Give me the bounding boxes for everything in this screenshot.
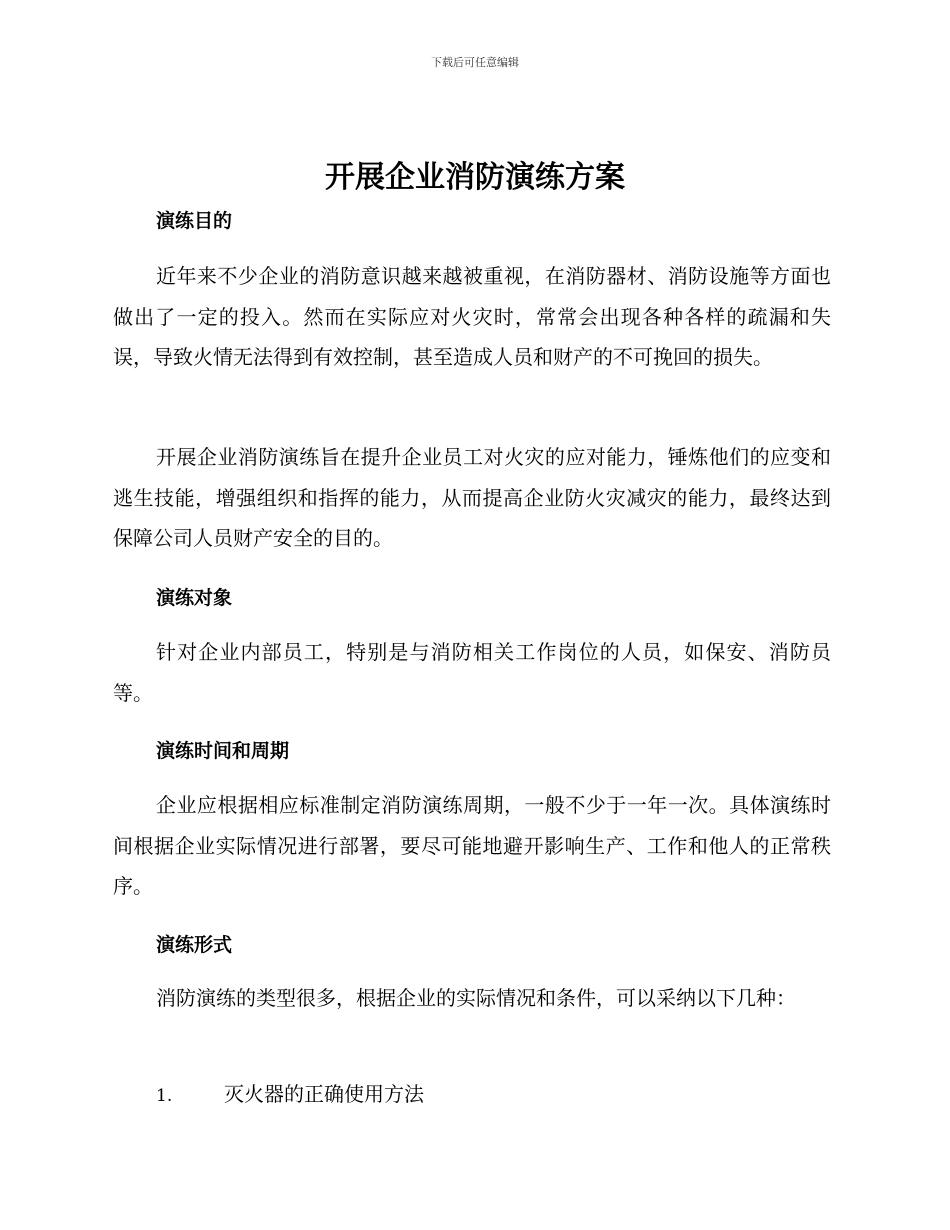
list-item-text: 灭火器的正确使用方法: [224, 1082, 424, 1106]
paragraph-schedule: 企业应根据相应标准制定消防演练周期，一般不少于一年一次。具体演练时间根据企业实际情况进行部署，要尽可能地避开影响生产、工作和他人的正常秩序。: [113, 793, 831, 898]
paragraph-purpose-1: 近年来不少企业的消防意识越来越被重视，在消防器材、消防设施等方面也做出了一定的投入。然而在实际应对火灾时，常常会出现各种各样的疏漏和失误，导致火情无法得到有效控制，甚至造成人员和财产的不可挽回的损失。: [113, 264, 831, 369]
document-title: 开展企业消防演练方案: [325, 160, 625, 195]
section-heading-schedule: 演练时间和周期: [156, 740, 290, 762]
paragraph-form: 消防演练的类型很多，根据企业的实际情况和条件，可以采纳以下几种：: [156, 986, 796, 1010]
list-item-number: 1.: [156, 1086, 173, 1106]
list-item: [156, 1079, 424, 1111]
paragraph-purpose-2: 开展企业消防演练旨在提升企业员工对火灾的应对能力，锤炼他们的应变和逃生技能，增强组织和指挥的能力，从而提高企业防火灾减灾的能力，最终达到保障公司人员财产安全的目的。: [113, 445, 831, 550]
section-heading-form: 演练形式: [156, 934, 233, 956]
section-heading-target: 演练对象: [156, 587, 233, 609]
section-heading-purpose: 演练目的: [156, 210, 233, 232]
paragraph-target: 针对企业内部员工，特别是与消防相关工作岗位的人员，如保安、消防员等。: [113, 640, 831, 705]
header-note: 下载后可任意编辑: [431, 56, 519, 69]
